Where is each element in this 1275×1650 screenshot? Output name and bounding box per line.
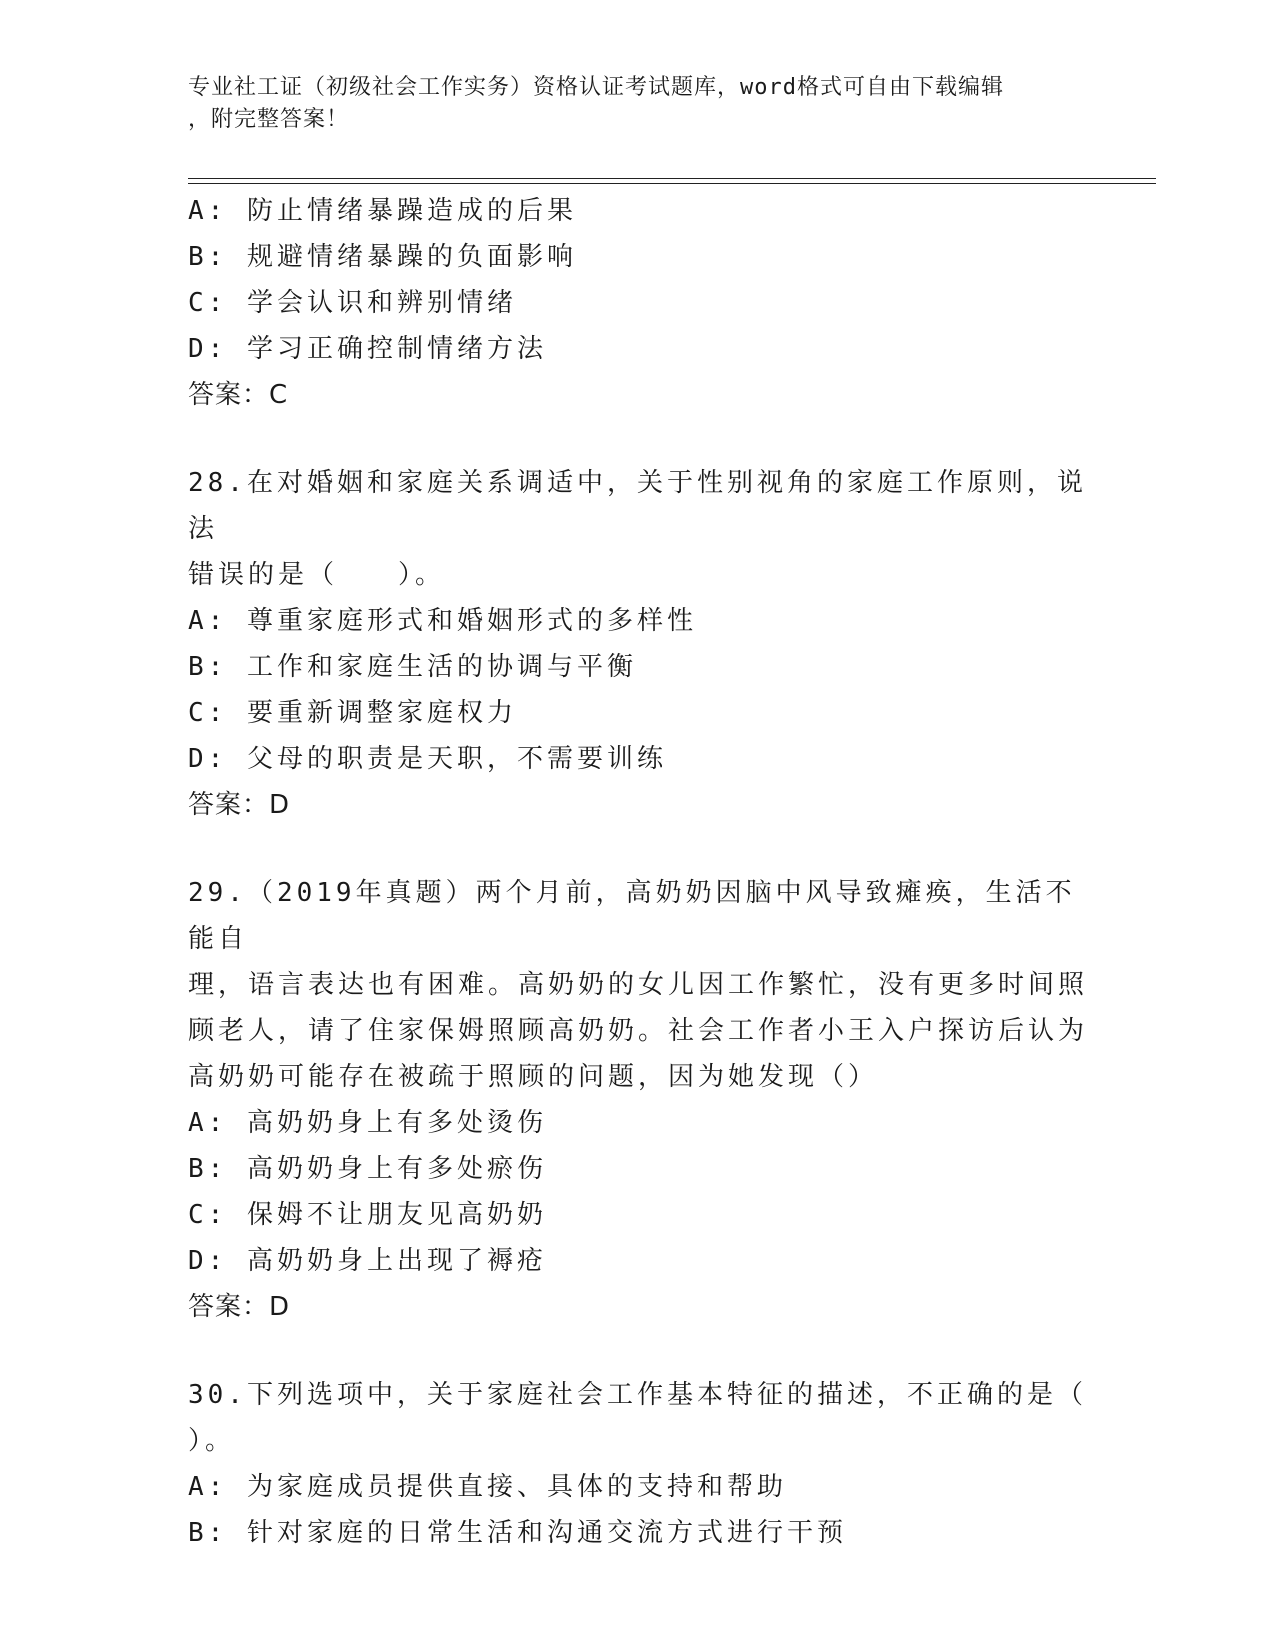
question-stem-line: 理，语言表达也有困难。高奶奶的女儿因工作繁忙，没有更多时间照 (188, 970, 1089, 1000)
question-stem-line: 顾老人，请了住家保姆照顾高奶奶。社会工作者小王入户探访后认为 (188, 1016, 1089, 1046)
option-d: D: 高奶奶身上出现了褥疮 (188, 1246, 547, 1276)
option-a: A: 高奶奶身上有多处烫伤 (188, 1108, 547, 1138)
spacer (188, 828, 1088, 870)
question-27-continued (188, 188, 1088, 418)
option-a: A: 为家庭成员提供直接、具体的支持和帮助 (188, 1472, 787, 1502)
option-c: C: 要重新调整家庭权力 (188, 698, 517, 728)
answer-line: 答案：C (188, 380, 289, 410)
question-stem-line: 30.下列选项中，关于家庭社会工作基本特征的描述，不正确的是（ (188, 1380, 1087, 1410)
spacer (188, 1330, 1088, 1372)
question-stem-line: 错误的是（ ）。 (188, 560, 446, 590)
option-b: B: 针对家庭的日常生活和沟通交流方式进行干预 (188, 1518, 847, 1548)
question-list (188, 188, 1088, 1556)
option-a: A: 尊重家庭形式和婚姻形式的多样性 (188, 606, 697, 636)
option-a: A: 防止情绪暴躁造成的后果 (188, 196, 577, 226)
question-stem-line: 28.在对婚姻和家庭关系调适中，关于性别视角的家庭工作原则，说法 (188, 468, 1087, 544)
question-30 (188, 1372, 1088, 1556)
answer-line: 答案：D (188, 1292, 291, 1322)
spacer (188, 418, 1088, 460)
question-28 (188, 460, 1088, 828)
question-stem-line: 高奶奶可能存在被疏于照顾的问题，因为她发现（） (188, 1062, 879, 1092)
header-title-line-2: ，附完整答案！ (188, 107, 350, 132)
document-header (188, 72, 1088, 136)
option-b: B: 工作和家庭生活的协调与平衡 (188, 652, 637, 682)
option-d: D: 学习正确控制情绪方法 (188, 334, 547, 364)
header-divider-top (188, 178, 1156, 179)
option-d: D: 父母的职责是天职，不需要训练 (188, 744, 667, 774)
option-b: B: 高奶奶身上有多处瘀伤 (188, 1154, 547, 1184)
question-stem-line: 29.（2019年真题）两个月前，高奶奶因脑中风导致瘫痪，生活不能自 (188, 878, 1076, 954)
header-divider-bottom (188, 183, 1156, 184)
option-c: C: 保姆不让朋友见高奶奶 (188, 1200, 547, 1230)
question-29 (188, 870, 1088, 1330)
header-title-line-1: 专业社工证（初级社会工作实务）资格认证考试题库，word格式可自由下载编辑 (188, 75, 1004, 100)
answer-line: 答案：D (188, 790, 291, 820)
option-b: B: 规避情绪暴躁的负面影响 (188, 242, 577, 272)
question-stem-line: ）。 (188, 1426, 236, 1456)
option-c: C: 学会认识和辨别情绪 (188, 288, 517, 318)
